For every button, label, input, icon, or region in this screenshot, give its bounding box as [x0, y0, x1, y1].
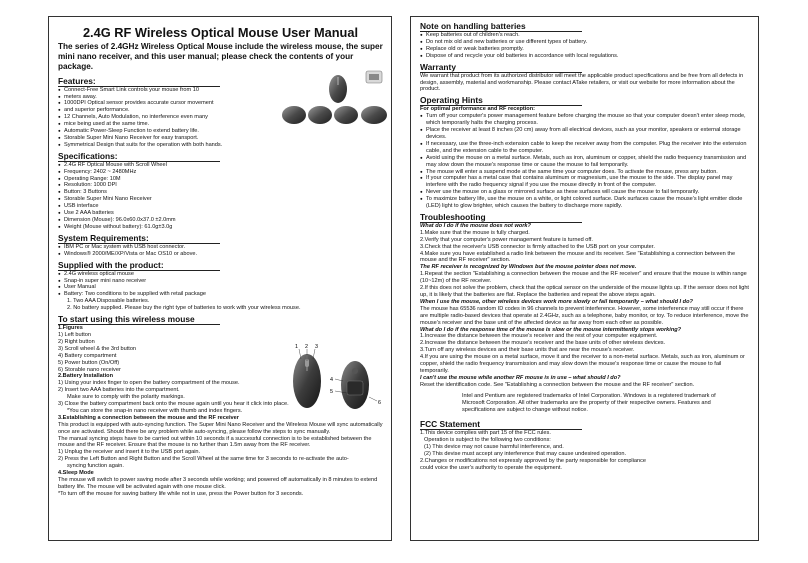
operating-hints-heading: Operating Hints: [420, 95, 582, 106]
spec-item: ● USB interface: [58, 203, 383, 210]
trouble-answer: 1.Increase the distance between the mouse's receiver and the rest of your computer equipment.: [420, 333, 658, 340]
figure-item: 4) Battery compartment: [58, 352, 117, 359]
features-heading: Features:: [58, 76, 220, 87]
fcc-line: could voice the user's authority to operate the equipment.: [420, 464, 562, 471]
fcc-line: Operation is subject to the following two conditions:: [424, 437, 551, 444]
trouble-question-5: I can't use the mouse while another RF mouse is in use – what should I do?: [420, 374, 621, 381]
connection-step-1: 1) Unplug the receiver and insert it to the USB port again.: [58, 449, 201, 456]
hint-item: ● If necessary, use the three-inch extension cable to keep the receiver away from the computer. Plug the receiver into the extension cable, and the extension cable to the computer.: [420, 141, 751, 155]
connection-paragraph-1: This product is equipped with auto-syncing function. The Super Mini Nano Receiver and the Wireless Mouse will sync automatically once are activated. Should there be any problem while auto-syncing, please follow the steps to sync manually.: [58, 421, 383, 435]
sleep-mode-paragraph: The mouse will switch to power saving mode after 3 seconds while working; and powered off automatically in 8 minutes to extend battery life. The mouse will be activated again with one mouse click.: [58, 477, 378, 490]
specifications-heading: Specifications:: [58, 151, 220, 162]
package-intro: The series of 2.4GHz Wireless Optical Mouse include the wireless mouse, the super mini nano receiver, and this user manual; please check the contents of your package.: [58, 42, 383, 72]
figure-item: 1) Left button: [58, 331, 91, 338]
connection-step-2: 2) Press the Left Button and Right Button and the Scroll Wheel at the same time for 3 seconds to re-activate the auto-: [58, 456, 349, 463]
trouble-answer: The mouse has 65536 random ID codes in 96 channels to prevent interference. However, some interference may still occur if there are multiple radio-based devices that operate at 2.4GHz, such as a telephone, baby monitor, or toy. To reduce interference, move the mouse's receiver and the base unit of the affected device as far away from each other as possible.: [420, 305, 749, 326]
spec-item: ● Storable Super Mini Nano Receiver: [58, 196, 383, 203]
trouble-answer: 2.Increase the distance between the mouse's receiver and the base units of other wireless devices.: [420, 340, 666, 347]
trouble-question-4: What do I do if the response time of the mouse is slow or the mouse intermittently stops working?: [420, 326, 682, 333]
system-requirements-heading: System Requirements:: [58, 233, 220, 244]
figures-label: 1.Figures: [58, 325, 83, 332]
specifications-list: [58, 162, 383, 231]
battery-note-item: ● Dispose of and recycle your old batteries in accordance with local regulations.: [420, 53, 751, 60]
battery-step-cont: Make sure to comply with the polarity markings.: [67, 394, 185, 401]
trouble-answer: 2.Verify that your computer's power management feature is turned off.: [420, 236, 593, 243]
feature-item-cont: ● mice being used at the same time.: [58, 121, 226, 128]
battery-step: 1) Using your index finger to open the battery compartment of the mouse.: [58, 380, 240, 387]
trouble-answer: 1.Make sure that the mouse is fully charged.: [420, 229, 530, 236]
battery-step: 2) Insert two AAA batteries into the compartment.: [58, 387, 180, 394]
mouse-photo-3: [308, 106, 332, 124]
feature-item: ● Storable Super Mini Nano Receiver for easy transport.: [58, 135, 226, 142]
feature-item-cont: ● and superior performance.: [58, 107, 226, 114]
callout-3: 3: [315, 344, 318, 350]
connection-step-2-cont: syncing function again.: [67, 463, 124, 470]
fcc-line: (1) This device may not cause harmful interference, and.: [424, 444, 564, 451]
warranty-heading: Warranty: [420, 62, 582, 73]
figure-item: 3) Scroll wheel & the 3rd button: [58, 345, 137, 352]
mouse-product-photos: [234, 67, 392, 125]
troubleshooting-heading: Troubleshooting: [420, 212, 582, 223]
feature-item: ● 1000DPI Optical sensor provides accurate cursor movement: [58, 100, 226, 107]
callout-5: 5: [330, 389, 333, 395]
sysreq-item: ● Windows® 2000/ME/XP/Vista or Mac OS10 or above.: [58, 251, 383, 258]
spec-item: ● Resolution: 1000 DPI: [58, 182, 383, 189]
mouse-photo-2: [282, 106, 306, 124]
batteries-heading: Note on handling batteries: [420, 21, 582, 32]
callout-4: 4: [330, 377, 333, 383]
spec-item: ● Frequency: 2402 ~ 2480MHz: [58, 169, 383, 176]
hint-item: ● To maximize battery life, use the mouse on a white, or light colored surface. Dark surfaces cause the mouse's light emitter diode (LED) light to glow brighter, which causes the battery to discharge more rapidly.: [420, 196, 751, 210]
trouble-answer: 3.Check that the receiver's USB connector is firmly attached to the USB port on your computer.: [420, 243, 655, 250]
mouse-parts-figure: [269, 341, 391, 413]
batteries-list: [420, 32, 751, 60]
sleep-mode-label: 4.Sleep Mode: [58, 470, 94, 477]
supplied-sub-1: 1. Two AAA Disposable batteries.: [67, 298, 150, 305]
feature-item: ● 12 Channels, Auto Modulation, no interference even many: [58, 114, 226, 121]
trouble-answer: Reset the identification code. See "Establishing a connection between the mouse and the RF receiver" section.: [420, 381, 695, 388]
supplied-item: ● Battery: Two conditions to be supplied with retail package: [58, 291, 383, 298]
supplied-item: ● 2.4G wireless optical mouse: [58, 271, 383, 278]
trouble-question-2: The RF receiver is recognized by Windows but the mouse pointer does not move.: [420, 264, 637, 271]
supplied-list: [58, 271, 383, 299]
trouble-answer: 4.If you are using the mouse on a metal surface, move it and the receiver to a non-metal surface. Metals, such as iron, aluminum or copper, shield the radio frequency transmission and may slow down the mouse's response time or cause the mouse to fail temporarily.: [420, 354, 745, 374]
connection-label: 3.Establishing a connection between the mouse and the RF receiver: [58, 414, 239, 421]
battery-note-item: ● Replace old or weak batteries promptly.: [420, 46, 751, 53]
supplied-item: ● Snap-in super mini nano receiver: [58, 278, 383, 285]
feature-item: ● Automatic Power-Sleep Function to extend battery life.: [58, 128, 226, 135]
hint-item: ● If your computer has a metal case that contains aluminum or magnesium, use the mouse to the side. The display panel may interfere with the radio frequency signal if you use the mouse directly in front of the computer.: [420, 175, 751, 189]
spec-item: ● Weight (Mouse without battery): 61.0g±3.0g: [58, 224, 383, 231]
trouble-question-3: When I use the mouse, other wireless devices work more slowly or fail temporarily – what should I do?: [420, 298, 693, 305]
callout-6: 6: [378, 400, 381, 406]
right-page: [410, 16, 759, 541]
operating-hints-list: [420, 113, 751, 210]
features-section: [58, 87, 383, 149]
callout-2: 2: [305, 344, 308, 350]
supplied-item: ● User Manual: [58, 284, 383, 291]
mouse-bottom-view: [341, 361, 369, 409]
figure-item: 2) Right button: [58, 338, 95, 345]
mouse-photo-5: [361, 106, 387, 124]
feature-item: ● Connect-Free Smart Link controls your mouse from 10: [58, 87, 226, 94]
left-page: [48, 16, 392, 541]
fcc-line: 2.Changes or modifications not expressly approved by the party responsible for compliance: [420, 458, 647, 465]
start-using-heading: To start using this wireless mouse: [58, 314, 220, 325]
fcc-line: (2) This devise must accept any interference that may cause undesired operation.: [424, 451, 627, 458]
operating-hints-sub: For optimal performance and RF reception:: [420, 106, 535, 113]
hint-item: ● Place the receiver at least 8 inches (20 cm) away from all electrical devices, such as your monitor, speakers or external storage devices.: [420, 127, 751, 141]
fcc-heading: FCC Statement: [420, 419, 582, 430]
battery-note: *You can store the snap-in nano receiver with thumb and index fingers.: [67, 407, 243, 414]
manual-title: 2.4G RF Wireless Optical Mouse User Manual: [82, 25, 359, 40]
warranty-text: We warrant that product from its authorized distributor will meet the applicable product specifications and be free from all defects in design, assembly, material and workmanship. Please contact ATake retailers, or visit our website for more information about the product.: [420, 72, 744, 93]
sleep-mode-note: *To turn off the mouse for saving battery life while not in use, press the Power button for 3 seconds.: [58, 490, 304, 497]
system-requirements-list: [58, 244, 383, 258]
battery-step: 3) Close the battery compartment back onto the mouse again until you hear it click into place.: [58, 401, 289, 408]
battery-installation-label: 2.Battery Installation: [58, 373, 114, 380]
trouble-answer: 1.Repeat the section "Establishing a connection between the mouse and the RF receiver" and ensure that the mouse is within range (10~12m) of the RF receiver.: [420, 271, 747, 285]
trouble-answer: 4.Make sure you have established a radio link between the mouse and its receiver. See "Establishing a connection between the mouse and the RF receiver" section.: [420, 250, 736, 264]
spec-item: ● Dimension (Mouse): 96.0x60.0x37.0 ±2.0mm: [58, 217, 383, 224]
hint-item: ● Never use the mouse on a glass or mirrored surface as these surfaces will cause the mouse to fail temporarily.: [420, 189, 751, 196]
trouble-question-1: What do I do if the mouse does not work?: [420, 222, 531, 229]
trouble-answer: 3.Turn off any wireless devices and their base units that are near the mouse's receiver.: [420, 347, 635, 354]
feature-item: ● Symmetrical Design that suits for the operation with both hands.: [58, 142, 226, 149]
feature-item-cont: ● meters away.: [58, 94, 226, 101]
spec-item: ● Operating Range: 10M: [58, 176, 383, 183]
nano-receiver-photo: [366, 71, 382, 83]
supplied-sub-2: 2. No battery supplied. Please buy the right type of batteries to work with your wireless mouse.: [67, 305, 301, 312]
trademark-notice: Intel and Pentium are registered trademarks of Intel Corporation. Windows is a registered trademark of Microsoft Corporation. All other trademarks are the property of their respective owners. Features and specifications are subject to change without notice.: [462, 392, 716, 413]
figure-item: 6) Storable nano receiver: [58, 366, 121, 373]
hint-item: ● The mouse will enter a suspend mode at the same time your computer does. To activate the mouse, press any button.: [420, 169, 751, 176]
hint-item: ● Avoid using the mouse on a metal surface. Metals, such as iron, aluminum or copper, shield the radio frequency transmission and may slow down the mouse's response time or cause the mouse to fail temporarily.: [420, 155, 751, 169]
supplied-heading: Supplied with the product:: [58, 260, 220, 271]
hint-item: ● Turn off your computer's power management feature before charging the mouse so that your computer doesn't enter sleep mode, which temporarily halts the charging process.: [420, 113, 751, 127]
spec-item: ● Button: 3 Buttons: [58, 189, 383, 196]
connection-paragraph-2: The manual syncing steps have to be carried out within 10 seconds if a successful connection is to be established between the mouse and the RF receiver. Ensure that the mouse is no further than 1.5m away from the RF receiver.: [58, 435, 372, 449]
trouble-answer: 2.If this does not solve the problem, check that the optical sensor on the underside of the mouse lights up. If the sensor does not light up, it is likely that the batteries are flat. Replace the batteries and repeat the above steps again.: [420, 285, 749, 298]
battery-note-item: ● Do not mix old and new batteries or use different types of battery.: [420, 39, 751, 46]
spec-item: ● Use 2 AAA batteries: [58, 210, 383, 217]
mouse-top-view: [293, 354, 321, 408]
spec-item: ● 2.4G RF Optical Mouse with Scroll Wheel: [58, 162, 383, 169]
callout-1: 1: [295, 344, 298, 350]
figure-item: 5) Power button (On/Off): [58, 359, 120, 366]
fcc-line: 1.This device complies with part 15 of the FCC rules.: [420, 430, 551, 437]
mouse-photo-1: [329, 75, 347, 103]
battery-note-item: ● Keep batteries out of children's reach.: [420, 32, 751, 39]
sysreq-item: ● IBM PC or Mac system with USB host connector.: [58, 244, 383, 251]
mouse-photo-4: [334, 106, 358, 124]
